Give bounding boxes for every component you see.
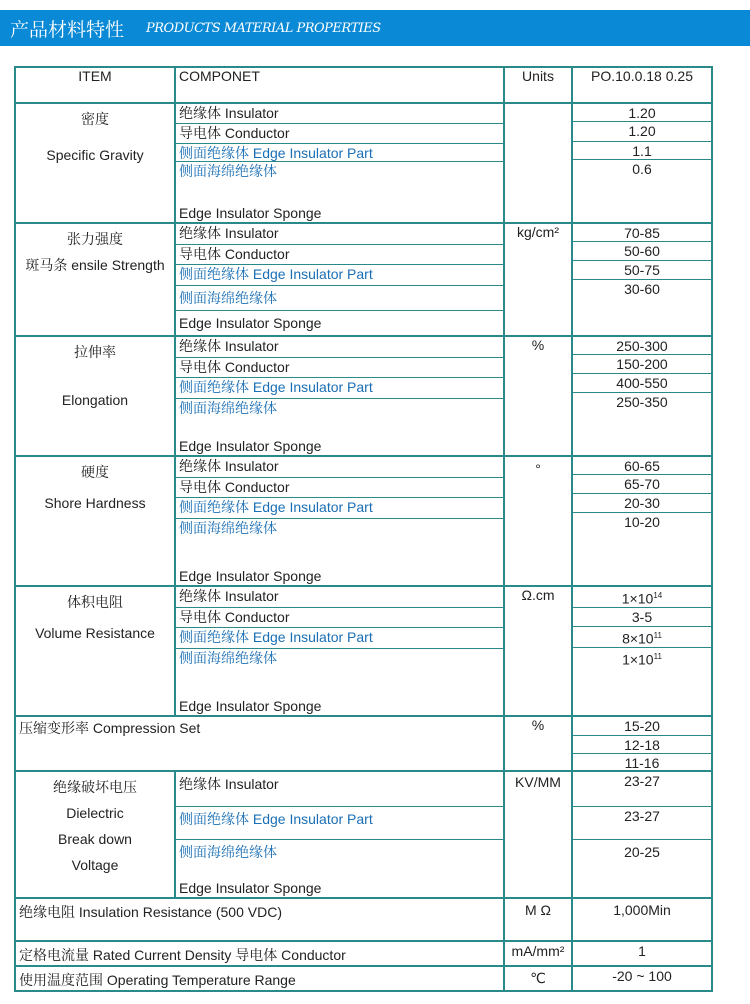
component: Edge Insulator Sponge <box>179 568 322 584</box>
component: 绝缘体 Insulator <box>176 224 503 245</box>
value: -20 ~ 100 <box>573 967 713 992</box>
value: 50-75 <box>573 261 711 280</box>
value: 70-85 <box>573 224 711 242</box>
units: Ω.cm <box>505 587 573 717</box>
units: KV/MM <box>505 772 573 899</box>
header-component: COMPONET <box>176 68 505 104</box>
component: 侧面海绵绝缘体 <box>179 650 277 666</box>
value: 1×10 <box>622 651 654 668</box>
value: 150-200 <box>573 355 711 374</box>
row-compression-set <box>16 717 713 772</box>
item-cn: 拉伸率 <box>74 344 116 360</box>
item-label: 定格电流量 Rated Current Density 导电体 Conductor <box>16 942 505 967</box>
component: 侧面海绵绝缘体 <box>176 286 503 311</box>
component: 侧面海绵绝缘体 <box>179 163 277 179</box>
item-en: Shore Hardness <box>44 495 146 511</box>
component: 导电体 Conductor <box>176 124 503 144</box>
exponent: 11 <box>653 631 662 640</box>
item-en: 斑马条 ensile Strength <box>25 257 165 273</box>
component: 侧面绝缘体 Edge Insulator Part <box>176 807 503 840</box>
row-elongation <box>16 337 713 457</box>
component: 侧面海绵绝缘体 <box>179 520 277 536</box>
units: ° <box>505 457 573 587</box>
value: 15-20 <box>573 717 711 736</box>
units: ℃ <box>505 967 573 992</box>
component: 绝缘体 Insulator <box>176 104 503 124</box>
item-cn: 张力强度 <box>67 231 123 247</box>
value: 1×10 <box>621 590 654 607</box>
item-en: Elongation <box>61 392 129 408</box>
value: 30-60 <box>624 281 660 297</box>
units: M Ω <box>505 899 573 942</box>
component: Edge Insulator Sponge <box>179 315 322 331</box>
component: 绝缘体 Insulator <box>176 587 503 608</box>
value: 23-27 <box>573 772 711 807</box>
row-tensile-strength <box>16 224 713 337</box>
exponent: 14 <box>653 591 663 600</box>
row-operating-temperature <box>16 967 713 992</box>
item-cn: 硬度 <box>81 464 109 480</box>
value: 23-27 <box>573 807 711 840</box>
units: mA/mm² <box>505 942 573 967</box>
component: 侧面绝缘体 Edge Insulator Part <box>176 265 503 286</box>
value: 250-350 <box>616 394 668 410</box>
component: Edge Insulator Sponge <box>179 438 322 454</box>
row-shore-hardness <box>16 457 713 587</box>
banner-title-cn: 产品材料特性 <box>10 19 125 41</box>
value: 12-18 <box>573 736 711 754</box>
header-units: Units <box>505 68 573 104</box>
value: 8×10 <box>622 630 654 647</box>
component: 侧面海绵绝缘体 <box>179 400 277 416</box>
item-en: Specific Gravity <box>46 147 144 163</box>
row-specific-gravity <box>16 104 713 224</box>
units: % <box>505 717 573 772</box>
value: 3-5 <box>573 608 711 627</box>
banner-title-en: PRODUCTS MATERIAL PROPERTIES <box>146 20 381 36</box>
component: 侧面绝缘体 Edge Insulator Part <box>176 628 503 649</box>
value: 1.1 <box>573 142 711 160</box>
value: 0.6 <box>632 161 652 177</box>
item-cn: 密度 <box>81 111 109 127</box>
row-insulation-resistance <box>16 899 713 942</box>
value: 10-20 <box>624 514 660 530</box>
component: 导电体 Conductor <box>176 478 503 498</box>
header-spec: PO.10.0.18 0.25 <box>573 68 713 104</box>
component: 侧面绝缘体 Edge Insulator Part <box>176 144 503 162</box>
item-en: Voltage <box>71 857 119 873</box>
component: 导电体 Conductor <box>176 358 503 378</box>
value: 20-25 <box>624 844 660 860</box>
value: 1,000Min <box>573 899 713 942</box>
component: 绝缘体 Insulator <box>176 337 503 358</box>
component: 绝缘体 Insulator <box>176 772 503 807</box>
value: 65-70 <box>573 475 711 494</box>
component: 导电体 Conductor <box>176 245 503 265</box>
value: 11-16 <box>624 755 660 771</box>
properties-table <box>14 66 713 992</box>
units: % <box>505 337 573 457</box>
component: Edge Insulator Sponge <box>179 698 322 714</box>
value: 1 <box>573 942 713 967</box>
component: 侧面海绵绝缘体 <box>179 844 277 860</box>
component: 侧面绝缘体 Edge Insulator Part <box>176 498 503 519</box>
units <box>505 104 573 224</box>
item-en: Break down <box>58 831 132 847</box>
component: 绝缘体 Insulator <box>176 457 503 478</box>
value: 400-550 <box>573 374 711 393</box>
component: 导电体 Conductor <box>176 608 503 628</box>
component: Edge Insulator Sponge <box>179 880 322 896</box>
header-item: ITEM <box>16 68 176 104</box>
item-cn: 体积电阻 <box>67 594 123 610</box>
value: 1.20 <box>573 104 711 122</box>
item-en: Volume Resistance <box>35 625 155 641</box>
page-banner <box>0 10 750 46</box>
component: 侧面绝缘体 Edge Insulator Part <box>176 378 503 399</box>
row-rated-current <box>16 942 713 967</box>
header-row <box>16 68 713 104</box>
value: 20-30 <box>573 494 711 513</box>
value: 250-300 <box>573 337 711 355</box>
exponent: 11 <box>653 652 662 661</box>
value: 60-65 <box>573 457 711 475</box>
row-volume-resistance <box>16 587 713 717</box>
units: kg/cm² <box>505 224 573 337</box>
value: 1.20 <box>573 122 711 142</box>
component: Edge Insulator Sponge <box>179 205 322 221</box>
row-dielectric-breakdown <box>16 772 713 899</box>
item-label: 使用温度范围 Operating Temperature Range <box>16 967 505 992</box>
value: 50-60 <box>573 242 711 261</box>
item-label: 绝缘电阻 Insulation Resistance (500 VDC) <box>16 899 505 942</box>
item-cn: 绝缘破坏电压 <box>53 779 137 795</box>
item-label: 压缩变形率 Compression Set <box>16 717 505 772</box>
item-en: Dielectric <box>66 805 124 821</box>
